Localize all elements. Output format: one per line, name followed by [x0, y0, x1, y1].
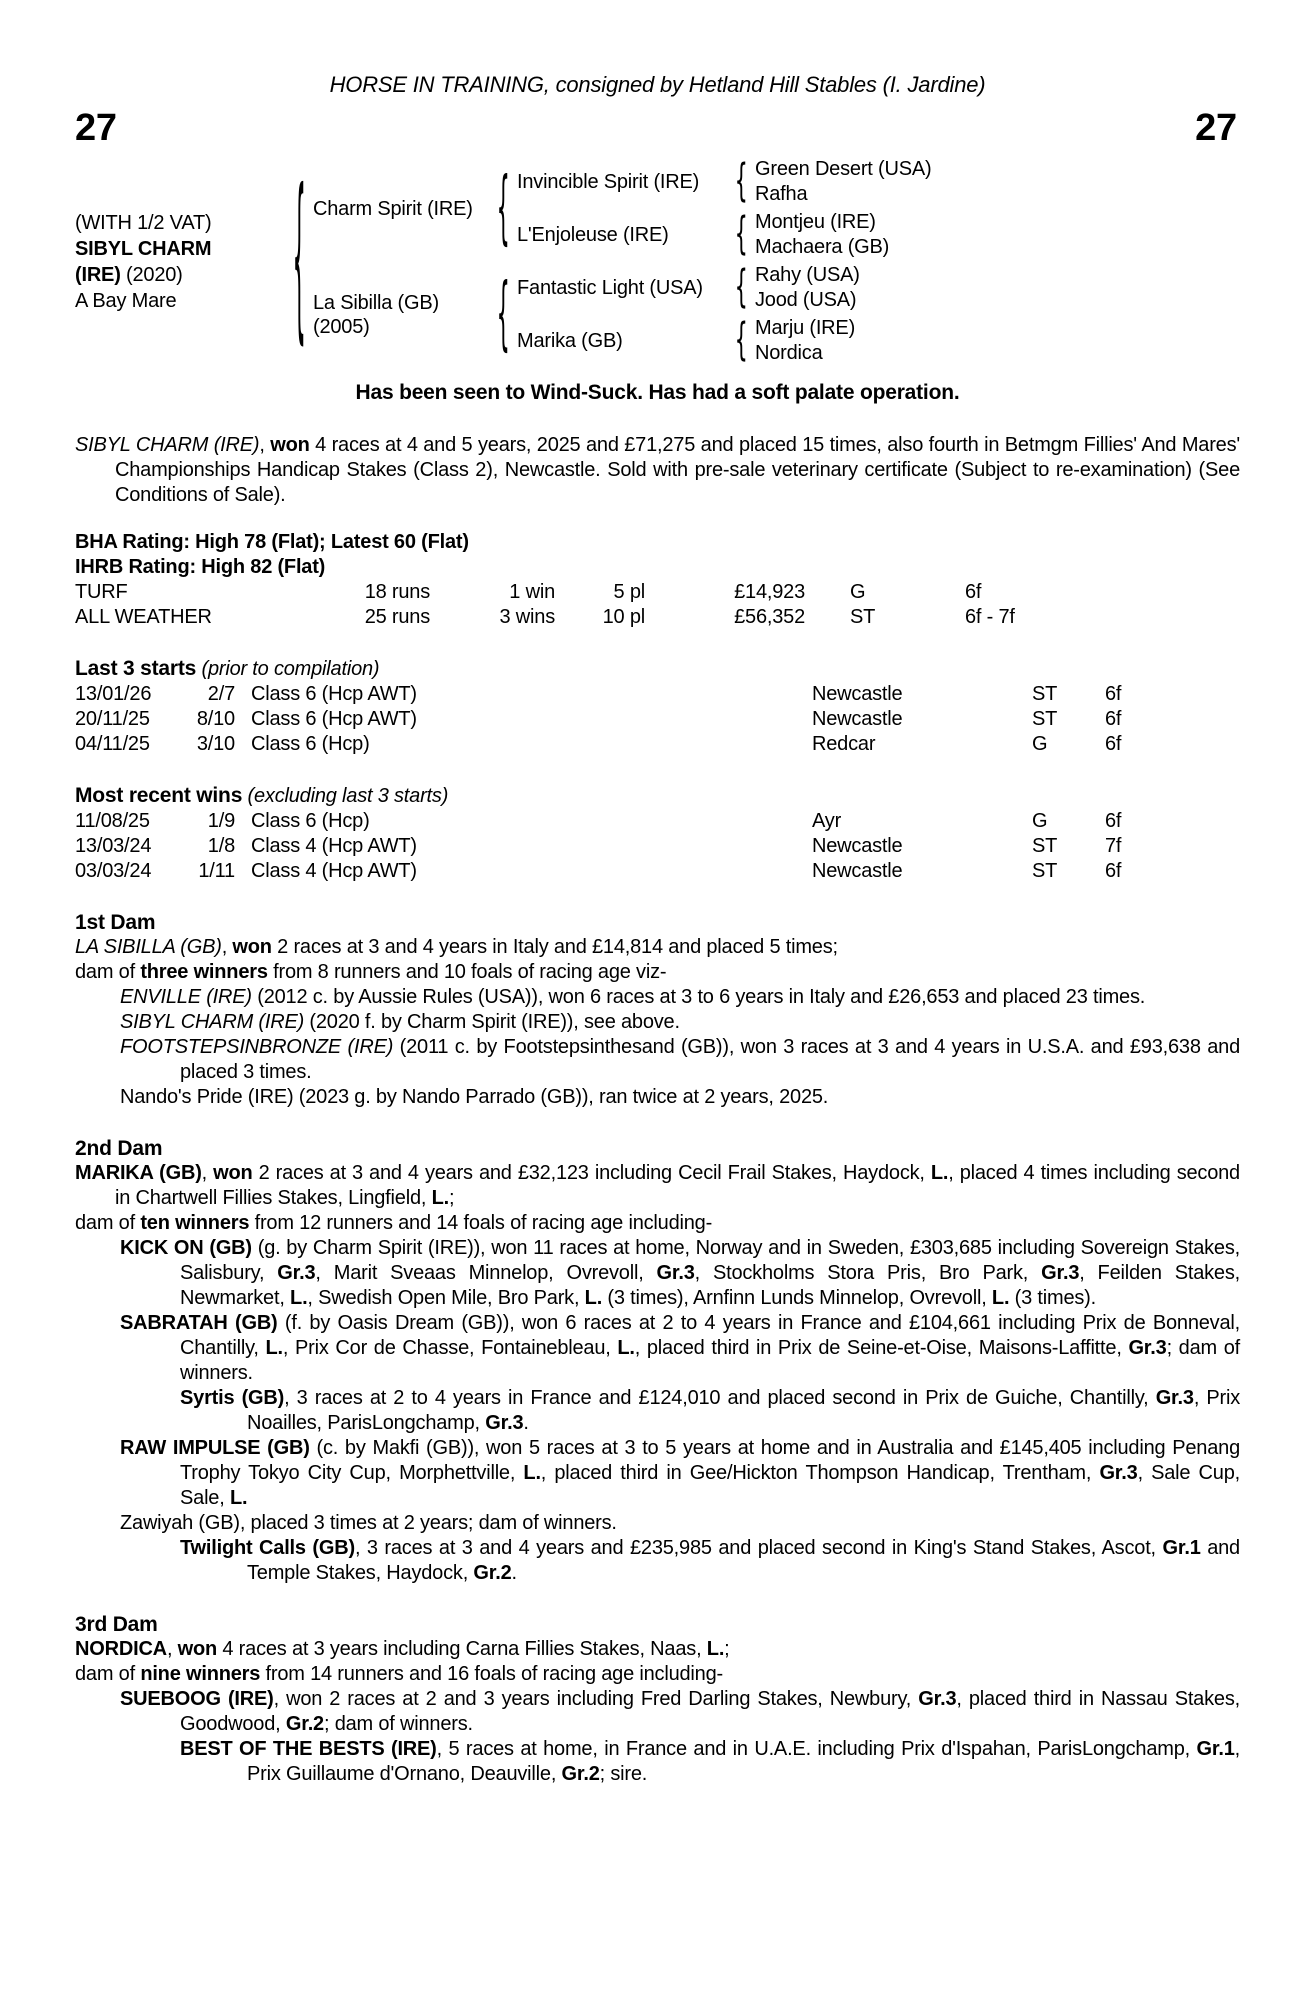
- race-distance: 6f: [1105, 733, 1122, 755]
- progeny-paragraph: RAW IMPULSE (GB) (c. by Makfi (GB)), won 5 races at 3 to 5 years at home and in Australia and £145,405 including Penang Trophy Tokyo City Cup, Morphettville, L., placed third in Gee/Hickton Thompson Handicap, Trentham, Gr.3, Sale Cup, Sale, L.: [120, 1437, 1240, 1509]
- pedigree-brace-sire-sire: {: [734, 156, 748, 208]
- dam-sire-branch: [517, 262, 860, 315]
- stats-money: £14,923: [734, 581, 805, 603]
- stats-going: ST: [850, 606, 876, 628]
- section-title: Last 3 starts: [75, 657, 197, 680]
- dam-name: [313, 291, 489, 339]
- dam-sire-dam-name: Jood (USA): [755, 289, 857, 311]
- stats-surface: ALL WEATHER: [75, 606, 212, 628]
- progeny-paragraph: ENVILLE (IRE) (2012 c. by Aussie Rules (USA)), won 6 races at 3 to 6 years in Italy and £26,653 and placed 23 times.: [120, 986, 1146, 1008]
- stats-runs: 25 runs: [364, 606, 430, 628]
- sire-dam-sire-name: Montjeu (IRE): [755, 211, 876, 233]
- bha-rating: BHA Rating: High 78 (Flat); Latest 60 (Flat): [75, 531, 469, 553]
- race-row: [75, 682, 1240, 707]
- stats-wins: 3 wins: [499, 606, 555, 628]
- sire-branch: [313, 156, 931, 262]
- race-going: G: [1032, 733, 1048, 755]
- progeny-paragraph: Nando's Pride (IRE) (2023 g. by Nando Parrado (GB)), ran twice at 2 years, 2025.: [120, 1086, 829, 1108]
- race-row: [75, 732, 1240, 757]
- dam-produce-summary: dam of three winners from 8 runners and 10 foals of racing age viz-: [75, 961, 667, 983]
- race-venue: Newcastle: [812, 708, 903, 730]
- section-note: (excluding last 3 starts): [247, 785, 449, 807]
- stats-distance: 6f: [965, 581, 982, 603]
- race-row: [75, 809, 1240, 834]
- last-three-starts-table: [75, 656, 1240, 757]
- dam-record-paragraph: MARIKA (GB), won 2 races at 3 and 4 years and £32,123 including Cecil Frail Stakes, Haydock, L., placed 4 times including second in Chartwell Fillies Stakes, Lingfield, L.;: [75, 1162, 1240, 1209]
- sire-dam-branch: [517, 209, 931, 262]
- progeny-paragraph: SIBYL CHARM (IRE) (2020 f. by Charm Spirit (IRE)), see above.: [120, 1011, 680, 1033]
- grandprogeny-paragraph: Twilight Calls (GB), 3 races at 3 and 4 years and £235,985 and placed second in King's Stand Stakes, Ascot, Gr.1 and Temple Stakes, Haydock, Gr.2.: [180, 1537, 1240, 1584]
- pedigree-tree: [75, 156, 1240, 368]
- last-three-starts-heading: [75, 656, 1240, 682]
- progeny-paragraph: FOOTSTEPSINBRONZE (IRE) (2011 c. by Footstepsinthesand (GB)), won 3 races at 3 and 4 years in U.S.A. and £93,638 and placed 3 times.: [120, 1036, 1240, 1083]
- dam-sire-sire-name: Rahy (USA): [755, 264, 860, 286]
- race-date: 11/08/25: [75, 810, 150, 832]
- second-dam-section: [75, 1136, 1240, 1586]
- race-date: 04/11/25: [75, 733, 150, 755]
- race-class: Class 6 (Hcp): [251, 733, 370, 755]
- third-dam-heading: 3rd Dam: [75, 1613, 158, 1636]
- most-recent-wins-table: [75, 783, 1240, 884]
- second-dam-heading: 2nd Dam: [75, 1137, 163, 1160]
- race-row: [75, 834, 1240, 859]
- career-stats-table: [75, 580, 1240, 630]
- stats-places: 5 pl: [613, 581, 645, 603]
- stats-surface: TURF: [75, 581, 128, 603]
- dam-dam-dam-name: Nordica: [755, 342, 823, 364]
- dam-dam-branch: [517, 315, 860, 368]
- race-going: ST: [1032, 860, 1058, 882]
- dam-year: (2005): [313, 316, 370, 338]
- ratings-block: [75, 530, 1240, 580]
- progeny-paragraph: Zawiyah (GB), placed 3 times at 2 years; dam of winners.: [120, 1512, 617, 1534]
- race-position: 3/10: [196, 733, 235, 755]
- stats-runs: 18 runs: [364, 581, 430, 603]
- race-position: 8/10: [196, 708, 235, 730]
- race-position: 2/7: [207, 683, 235, 705]
- dam-produce-summary: dam of ten winners from 12 runners and 14 foals of racing age including-: [75, 1212, 713, 1234]
- race-going: ST: [1032, 708, 1058, 730]
- race-venue: Redcar: [812, 733, 876, 755]
- race-class: Class 6 (Hcp AWT): [251, 683, 417, 705]
- dam-produce-summary: dam of nine winners from 14 runners and 16 foals of racing age including-: [75, 1663, 723, 1685]
- pedigree-brace-sire-dam: {: [734, 209, 748, 261]
- subject-description: A Bay Mare: [75, 290, 177, 312]
- race-date: 13/03/24: [75, 835, 152, 857]
- stats-money: £56,352: [734, 606, 805, 628]
- stats-going: G: [850, 581, 866, 603]
- dam-dam-sire-name: Marju (IRE): [755, 317, 856, 339]
- subject-race-record-paragraph: SIBYL CHARM (IRE), won 4 races at 4 and 5 years, 2025 and £71,275 and placed 15 times, also fourth in Betmgm Fillies' And Mares' Championships Handicap Stakes (Class 2), Newcastle. Sold with pre-sale veterinary certificate (Subject to re-examination) (See Conditions of Sale).: [75, 434, 1241, 506]
- first-dam-section: [75, 910, 1240, 1110]
- lot-number-right: 27: [1195, 107, 1237, 149]
- subject-registration: (IRE) (2020): [75, 264, 183, 286]
- section-note: (prior to compilation): [201, 658, 380, 680]
- dam-name-line: La Sibilla (GB): [313, 292, 439, 314]
- dam-branch: [313, 262, 931, 368]
- race-row: [75, 859, 1240, 884]
- race-distance: 6f: [1105, 708, 1122, 730]
- sire-sire-branch: [517, 156, 931, 209]
- race-position: 1/8: [207, 835, 235, 857]
- race-distance: 6f: [1105, 683, 1122, 705]
- dam-record-paragraph: LA SIBILLA (GB), won 2 races at 3 and 4 years in Italy and £14,814 and placed 5 times;: [75, 936, 838, 958]
- lot-number-left: 27: [75, 107, 117, 149]
- race-going: ST: [1032, 835, 1058, 857]
- race-class: Class 4 (Hcp AWT): [251, 860, 417, 882]
- progeny-paragraph: SABRATAH (GB) (f. by Oasis Dream (GB)), won 6 races at 2 to 4 years in France and £104,661 including Prix de Bonneval, Chantilly, L., Prix Cor de Chasse, Fontainebleau, L., placed third in Prix de Seine-et-Oise, Maisons-Laffitte, Gr.3; dam of winners.: [120, 1312, 1241, 1384]
- subject-name: SIBYL CHARM: [75, 238, 212, 260]
- sire-name: Charm Spirit (IRE): [313, 198, 473, 220]
- pedigree-brace-dam-sire: {: [734, 262, 748, 314]
- ihrb-rating: IHRB Rating: High 82 (Flat): [75, 556, 326, 578]
- progeny-paragraph: KICK ON (GB) (g. by Charm Spirit (IRE)), won 11 races at home, Norway and in Sweden, £303,685 including Sovereign Stakes, Salisbury, Gr.3, Marit Sveaas Minnelop, Ovrevoll, Gr.3, Stockholms Stora Pris, Bro Park, Gr.3, Feilden Stakes, Newmarket, L., Swedish Open Mile, Bro Park, L. (3 times), Arnfinn Lunds Minnelop, Ovrevoll, L. (3 times).: [120, 1237, 1241, 1309]
- race-venue: Newcastle: [812, 835, 903, 857]
- subject-block: [75, 156, 285, 368]
- race-distance: 6f: [1105, 810, 1122, 832]
- dam-sire-name: Fantastic Light (USA): [517, 276, 703, 299]
- page-title: HORSE IN TRAINING, consigned by Hetland Hill Stables (I. Jardine): [329, 72, 986, 97]
- stats-row-turf: [75, 580, 1240, 605]
- race-distance: 6f: [1105, 860, 1122, 882]
- pedigree-brace-sire: {: [496, 162, 510, 256]
- third-dam-section: [75, 1612, 1240, 1787]
- pedigree-brace-dam-dam: {: [734, 315, 748, 367]
- race-distance: 7f: [1105, 835, 1122, 857]
- dam-record-paragraph: NORDICA, won 4 races at 3 years including Carna Fillies Stakes, Naas, L.;: [75, 1638, 730, 1660]
- race-venue: Newcastle: [812, 683, 903, 705]
- race-class: Class 6 (Hcp AWT): [251, 708, 417, 730]
- race-class: Class 4 (Hcp AWT): [251, 835, 417, 857]
- race-venue: Newcastle: [812, 860, 903, 882]
- race-position: 1/9: [207, 810, 235, 832]
- sire-sire-name: Invincible Spirit (IRE): [517, 170, 700, 193]
- section-title: Most recent wins: [75, 784, 243, 807]
- dam-dam-name: Marika (GB): [517, 329, 623, 352]
- race-date: 13/01/26: [75, 683, 152, 705]
- sire-dam-dam-name: Machaera (GB): [755, 236, 890, 258]
- pedigree-brace-dam: {: [496, 268, 510, 362]
- sire-sire-dam-name: Rafha: [755, 183, 808, 205]
- progeny-paragraph: SUEBOOG (IRE), won 2 races at 2 and 3 years including Fred Darling Stakes, Newbury, Gr.3, placed third in Nassau Stakes, Goodwood, Gr.2; dam of winners.: [120, 1688, 1240, 1735]
- stats-wins: 1 win: [509, 581, 555, 603]
- sire-sire-sire-name: Green Desert (USA): [755, 158, 932, 180]
- sire-dam-name: L'Enjoleuse (IRE): [517, 223, 669, 246]
- race-date: 20/11/25: [75, 708, 150, 730]
- race-going: ST: [1032, 683, 1058, 705]
- race-date: 03/03/24: [75, 860, 152, 882]
- vat-note: (WITH 1/2 VAT): [75, 212, 212, 234]
- most-recent-wins-heading: [75, 783, 1240, 809]
- stats-places: 10 pl: [602, 606, 645, 628]
- veterinary-notice: Has been seen to Wind-Suck. Has had a soft palate operation.: [355, 381, 960, 404]
- race-venue: Ayr: [812, 810, 842, 832]
- stats-row-all-weather: [75, 605, 1240, 630]
- race-going: G: [1032, 810, 1048, 832]
- grandprogeny-paragraph: BEST OF THE BESTS (IRE), 5 races at home, in France and in U.A.E. including Prix d'Ispahan, ParisLongchamp, Gr.1, Prix Guillaume d'Ornano, Deauville, Gr.2; sire.: [180, 1738, 1240, 1785]
- race-position: 1/11: [198, 860, 235, 882]
- pedigree-brace-main: {: [292, 158, 306, 366]
- stats-distance: 6f - 7f: [965, 606, 1015, 628]
- grandprogeny-paragraph: Syrtis (GB), 3 races at 2 to 4 years in France and £124,010 and placed second in Prix de Guiche, Chantilly, Gr.3, Prix Noailles, ParisLongchamp, Gr.3.: [180, 1387, 1241, 1434]
- race-row: [75, 707, 1240, 732]
- race-class: Class 6 (Hcp): [251, 810, 370, 832]
- first-dam-heading: 1st Dam: [75, 911, 156, 934]
